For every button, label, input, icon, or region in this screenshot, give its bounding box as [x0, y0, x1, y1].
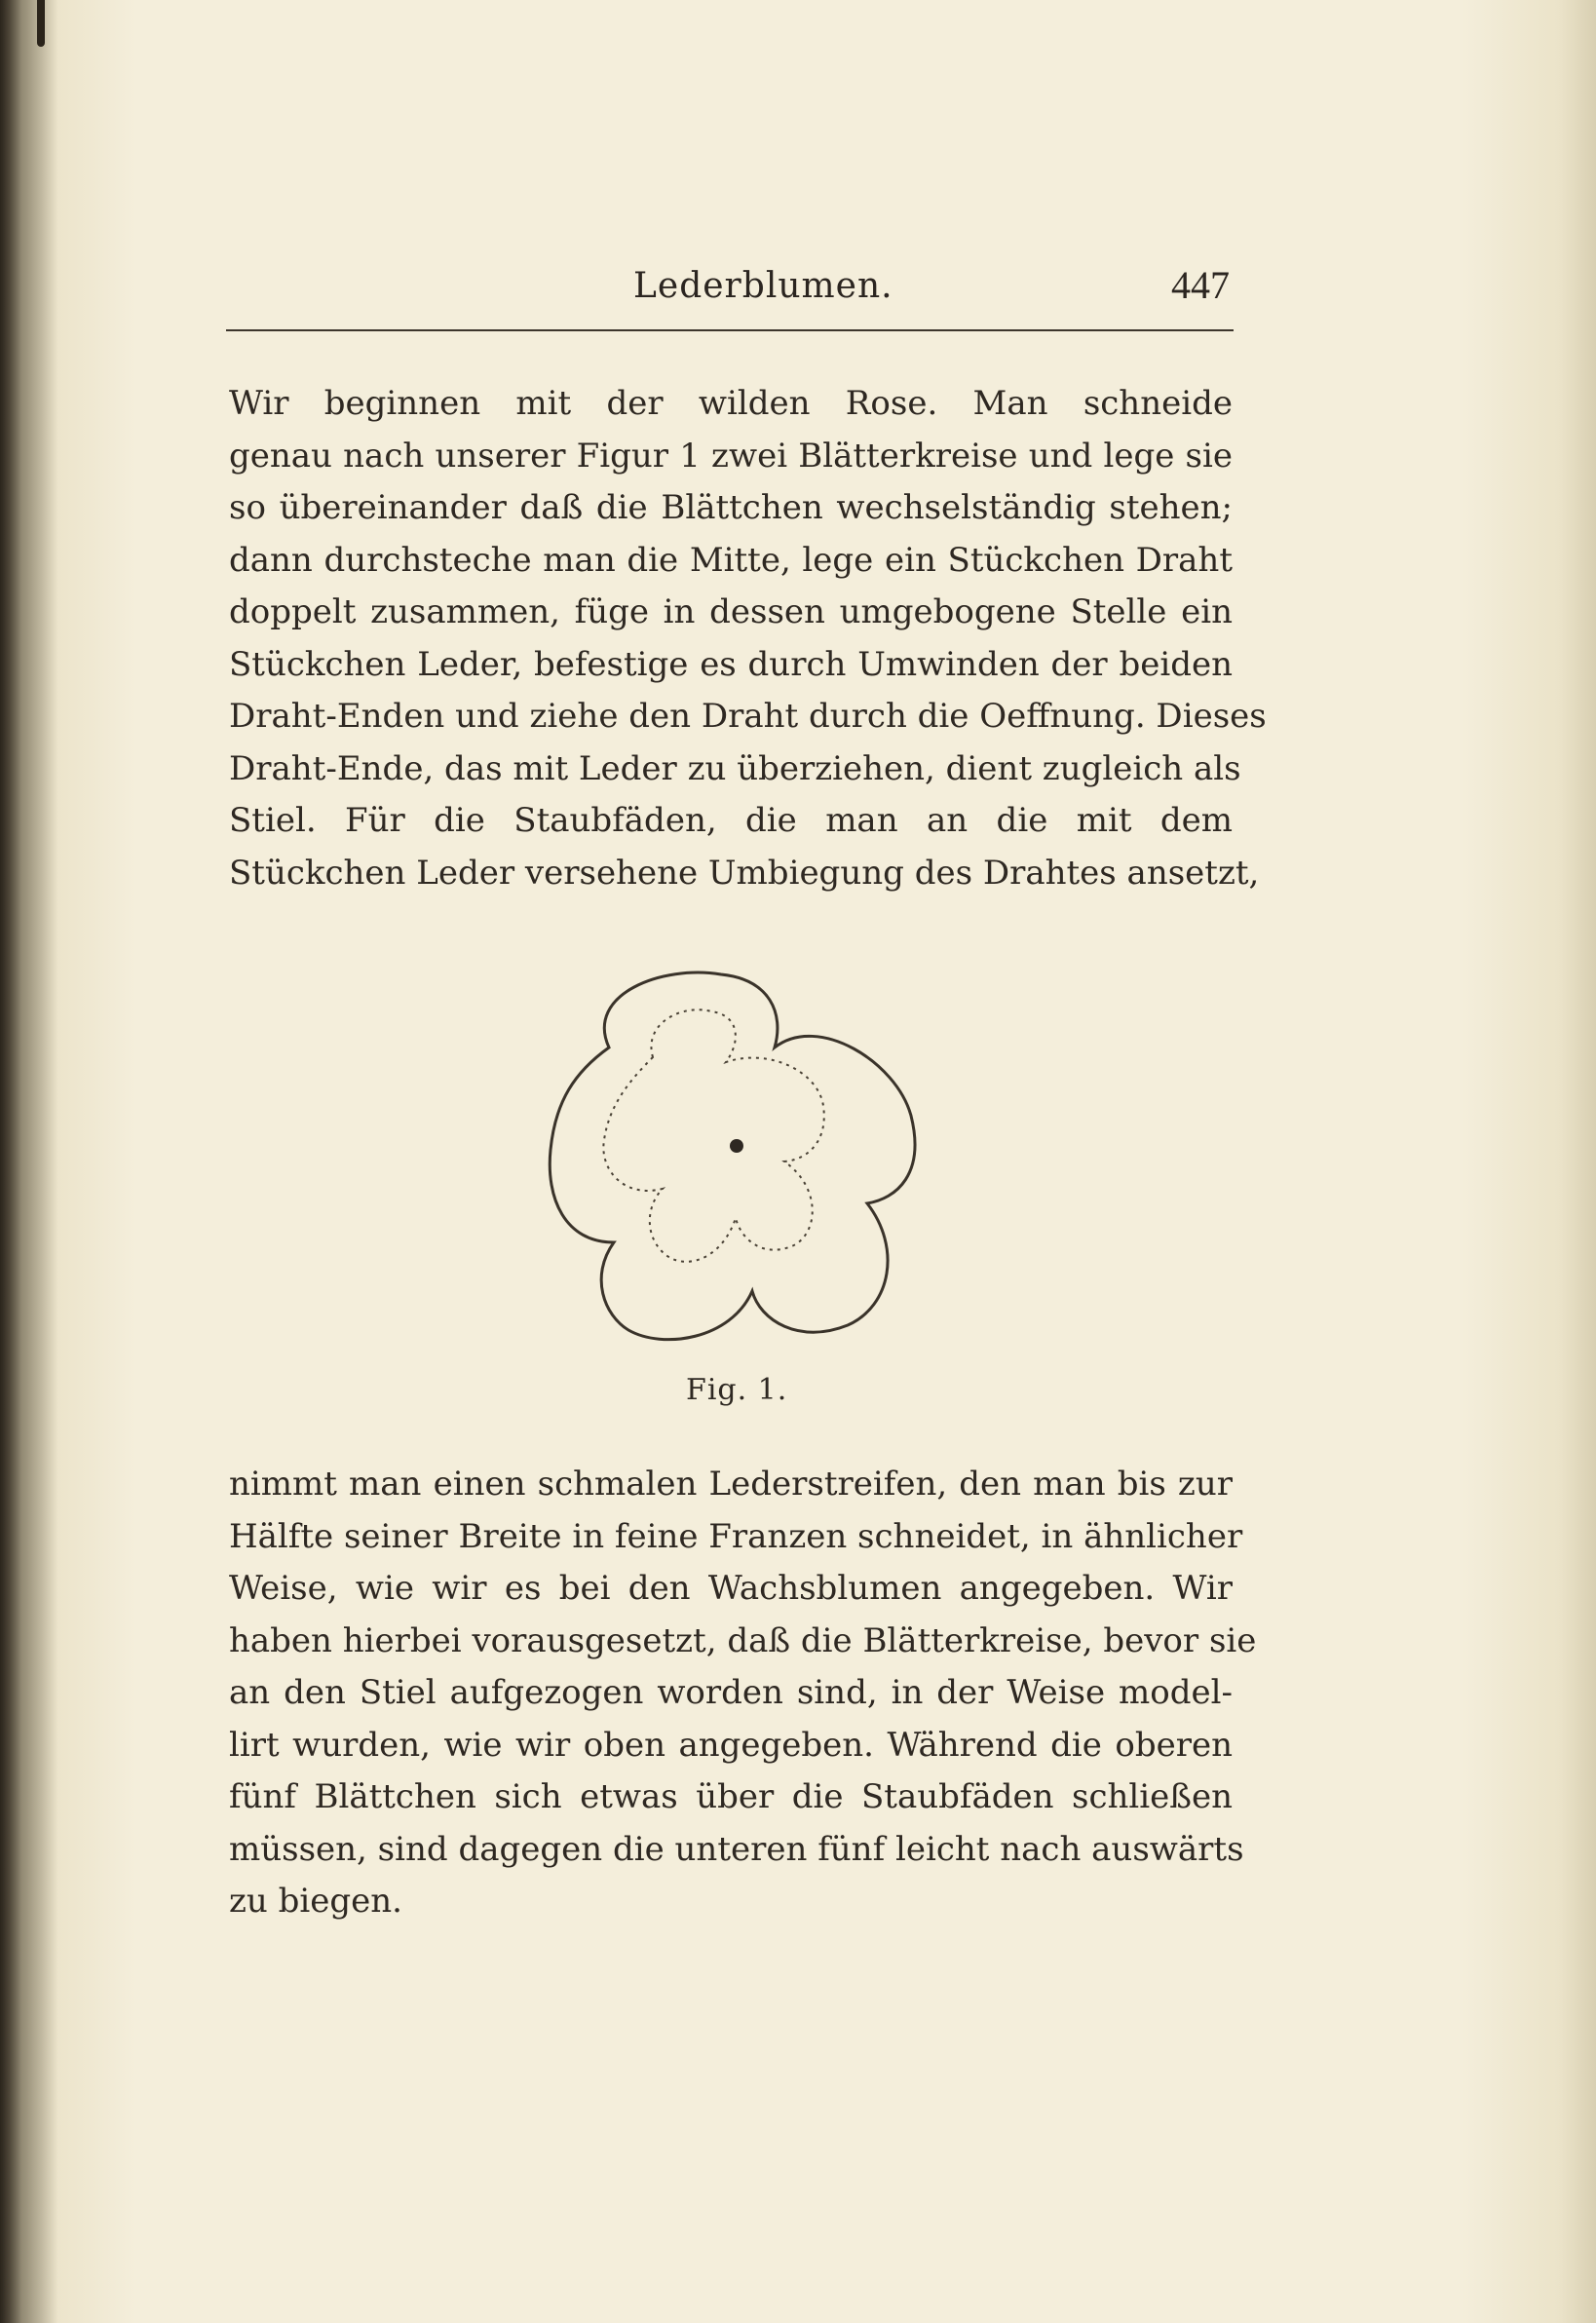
text-line: Draht-Ende, das mit Leder zu überziehen, dient zugleich als	[229, 748, 1241, 788]
running-head	[226, 258, 1234, 317]
petal-outline	[550, 972, 915, 1340]
text-line: an den Stiel aufgezogen worden sind, in der Weise model-	[229, 1673, 1233, 1712]
text-line: genau nach unserer Figur 1 zwei Blätterkreise und lege sie	[229, 436, 1233, 476]
inner-petal-outline	[603, 1009, 823, 1262]
text-line: zu biegen.	[229, 1882, 402, 1921]
paragraph-upper	[229, 378, 1267, 899]
text-line: nimmt man einen schmalen Lederstreifen, den man bis zur	[229, 1465, 1233, 1504]
text-line: Wir beginnen mit der wilden Rose. Man schneide	[229, 384, 1233, 423]
rose-petal-figure	[526, 955, 955, 1364]
text-line: Stiel. Für die Staubfäden, die man an die mit dem	[229, 801, 1233, 840]
text-line: doppelt zusammen, füge in dessen umgebogene Stelle ein	[229, 592, 1233, 631]
text-line: Hälfte seiner Breite in feine Franzen schneidet, in ähnlicher	[229, 1516, 1243, 1556]
text-line: Weise, wie wir es bei den Wachsblumen angegeben. Wir	[229, 1569, 1233, 1608]
text-line: Stückchen Leder versehene Umbiegung des Drahtes ansetzt,	[229, 853, 1260, 893]
text-line: so übereinander daß die Blättchen wechselständig stehen;	[229, 488, 1233, 527]
header-rule	[226, 329, 1234, 331]
text-line: dann durchsteche man die Mitte, lege ein Stückchen Draht	[229, 540, 1233, 580]
text-line: Stückchen Leder, befestige es durch Umwinden der beiden	[229, 644, 1233, 684]
center-hole	[730, 1139, 743, 1153]
text-line: fünf Blättchen sich etwas über die Staubfäden schließen	[229, 1777, 1233, 1816]
spine-shadow	[0, 0, 58, 2323]
text-line: Draht-Enden und ziehe den Draht durch die Oeffnung. Dieses	[229, 697, 1267, 736]
page-number: 447	[1171, 263, 1230, 307]
figure-caption: Fig. 1.	[686, 1373, 788, 1407]
text-line: lirt wurden, wie wir oben angegeben. Während die oberen	[229, 1725, 1233, 1765]
paragraph-lower	[229, 1459, 1257, 1928]
text-line: müssen, sind dagegen die unteren fünf leicht nach auswärts	[229, 1829, 1244, 1869]
binding-mark	[37, 0, 45, 47]
text-line: haben hierbei vorausgesetzt, daß die Blätterkreise, bevor sie	[229, 1620, 1257, 1660]
running-head-title: Lederblumen.	[633, 266, 893, 306]
